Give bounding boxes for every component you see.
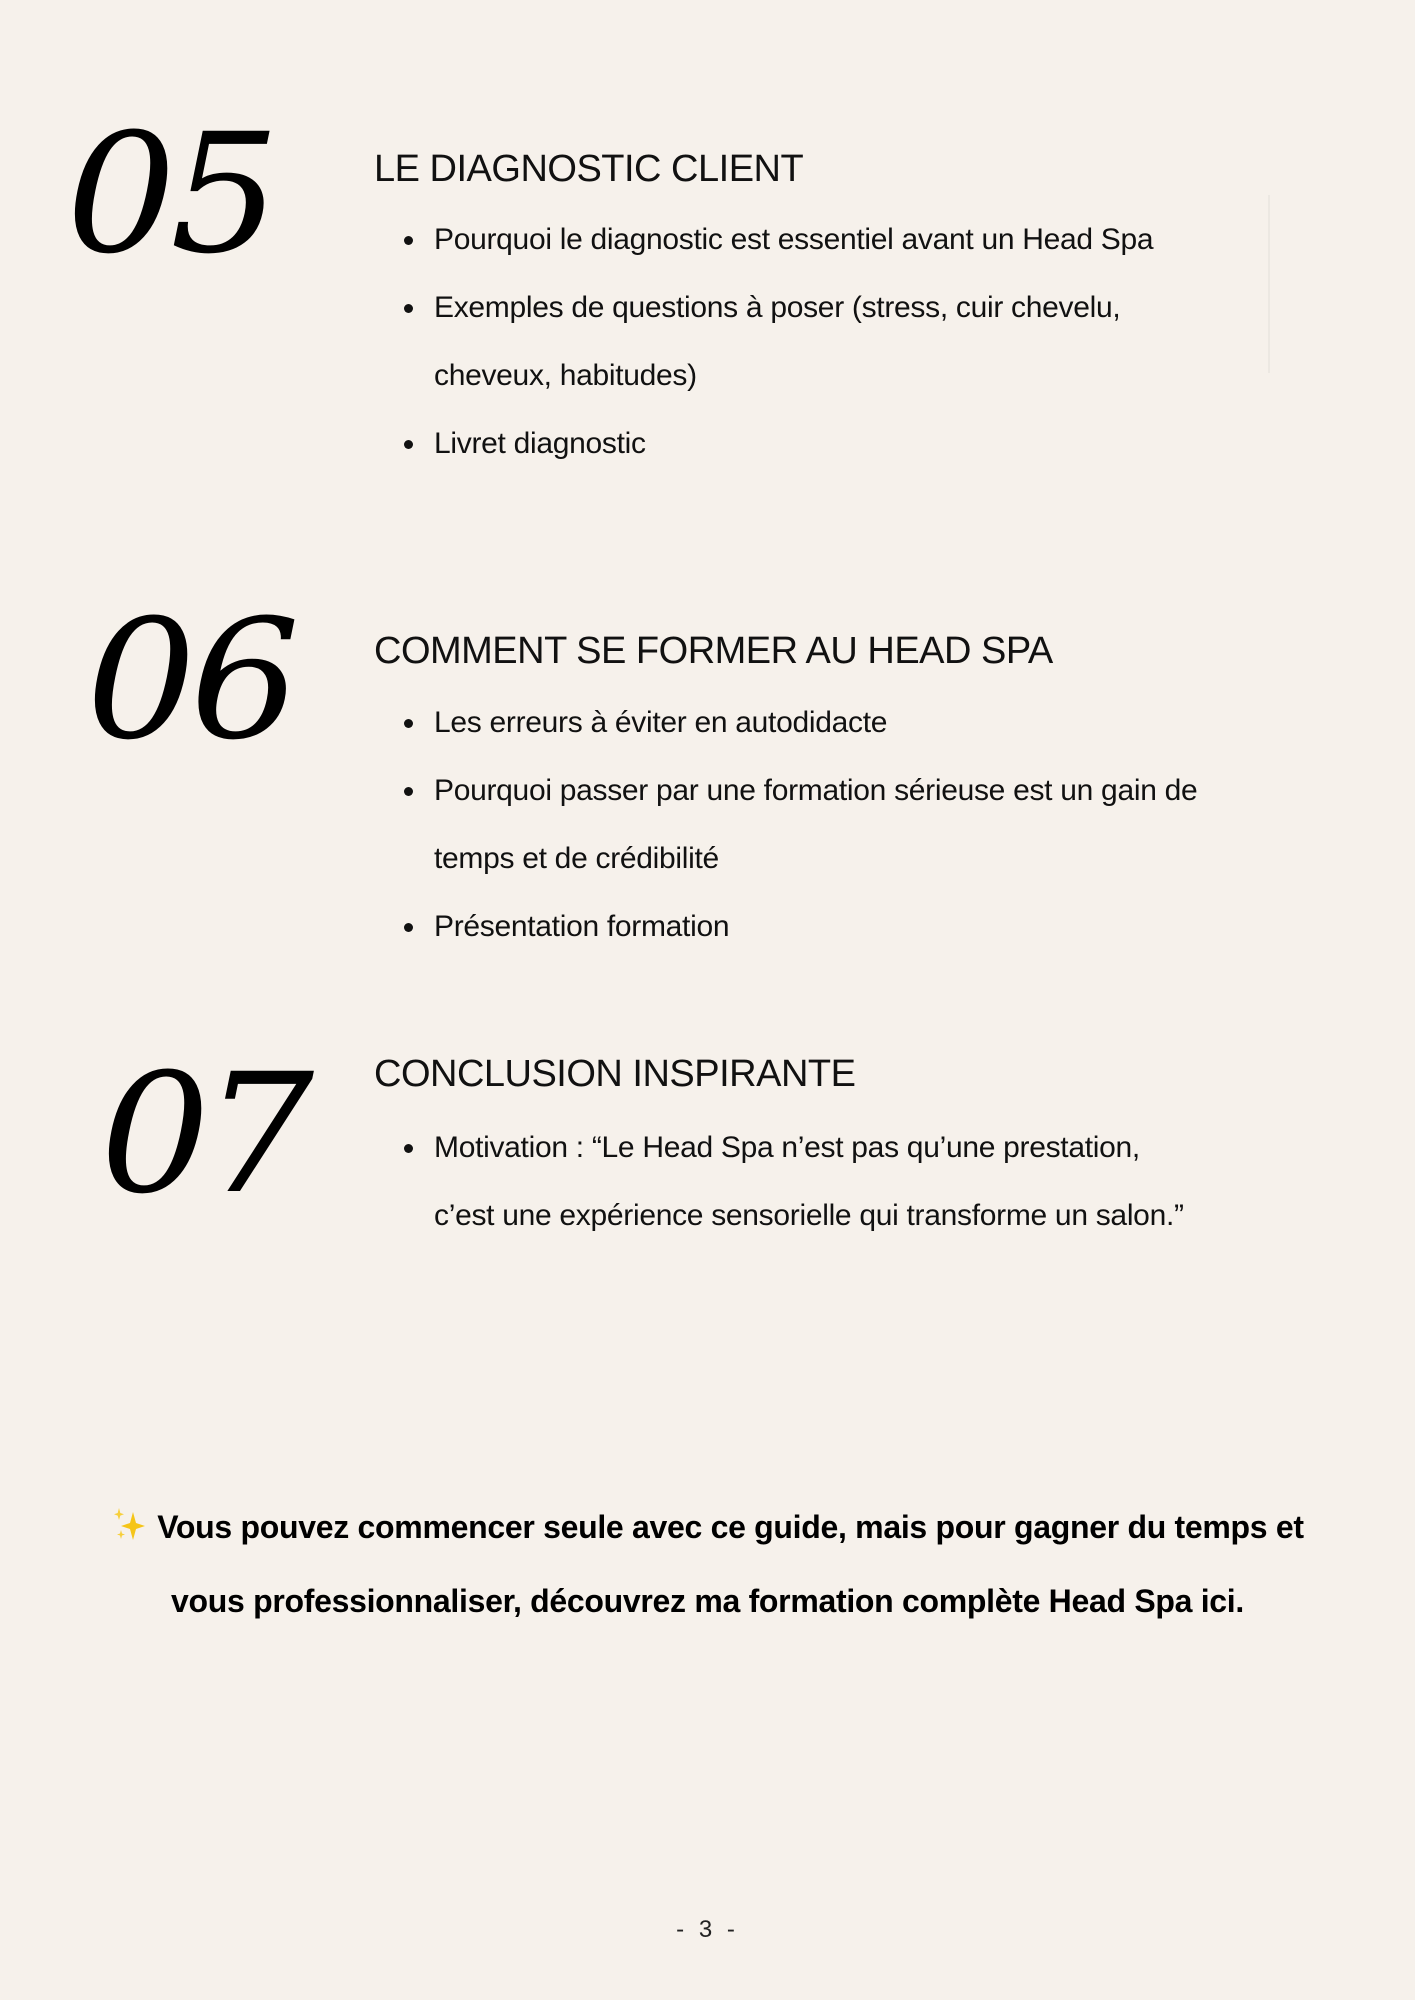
bullet-icon bbox=[404, 923, 413, 932]
bullet-icon bbox=[404, 304, 413, 313]
bullet-icon bbox=[404, 719, 413, 728]
bullet-text-continued: temps et de crédibilité bbox=[434, 842, 719, 875]
section-title: CONCLUSION INSPIRANTE bbox=[374, 1053, 856, 1095]
bullet-icon bbox=[404, 1144, 413, 1153]
bullet-text: Les erreurs à éviter en autodidacte bbox=[434, 706, 888, 739]
bullet-text-continued: c’est une expérience sensorielle qui transforme un salon.” bbox=[434, 1199, 1184, 1232]
list-item bbox=[374, 757, 1197, 893]
list-item bbox=[374, 893, 1197, 961]
bullet-text: Pourquoi passer par une formation sérieuse est un gain de bbox=[434, 774, 1198, 807]
list-item bbox=[374, 689, 1197, 757]
divider bbox=[1268, 195, 1270, 373]
bullet-icon bbox=[404, 236, 413, 245]
section-number: 06 bbox=[86, 584, 294, 776]
bullet-text: Motivation : “Le Head Spa n’est pas qu’une prestation, bbox=[434, 1131, 1140, 1164]
bullet-text-continued: cheveux, habitudes) bbox=[434, 359, 697, 392]
bullet-text: Pourquoi le diagnostic est essentiel avant un Head Spa bbox=[434, 223, 1154, 256]
cta-line-1 bbox=[60, 1490, 1355, 1564]
cta-text-line-2: vous professionnaliser, découvrez ma formation complète Head Spa ici. bbox=[171, 1583, 1244, 1619]
section-title: COMMENT SE FORMER AU HEAD SPA bbox=[374, 630, 1053, 672]
list-item bbox=[374, 206, 1153, 274]
cta-text-line-1: Vous pouvez commencer seule avec ce guide, mais pour gagner du temps et bbox=[157, 1509, 1304, 1545]
section-number: 05 bbox=[66, 98, 274, 290]
bullet-text: Exemples de questions à poser (stress, cuir chevelu, bbox=[434, 291, 1121, 324]
bullet-list bbox=[374, 1114, 1184, 1250]
bullet-icon bbox=[404, 787, 413, 796]
call-to-action bbox=[60, 1490, 1355, 1638]
bullet-text: Livret diagnostic bbox=[434, 427, 646, 460]
bullet-list bbox=[374, 206, 1153, 478]
bullet-list bbox=[374, 689, 1197, 961]
sparkles-icon bbox=[111, 1506, 147, 1542]
bullet-text: Présentation formation bbox=[434, 910, 730, 943]
section-number: 07 bbox=[100, 1038, 308, 1230]
page-number: - 3 - bbox=[676, 1916, 739, 1943]
list-item bbox=[374, 410, 1153, 478]
bullet-icon bbox=[404, 440, 413, 449]
section-title: LE DIAGNOSTIC CLIENT bbox=[374, 148, 804, 190]
list-item bbox=[374, 274, 1153, 410]
list-item bbox=[374, 1114, 1184, 1250]
